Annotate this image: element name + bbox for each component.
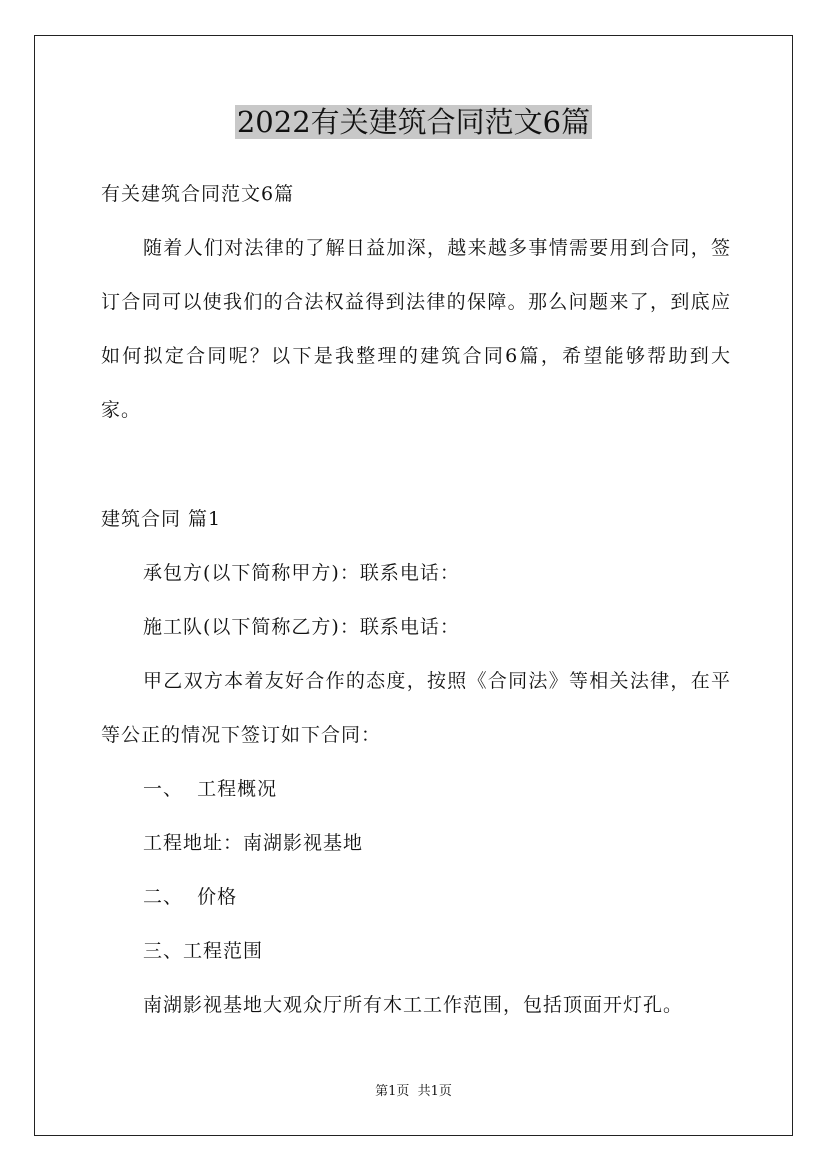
party-b-line: 施工队(以下简称乙方)：联系电话： xyxy=(143,616,460,638)
document-title xyxy=(0,100,827,144)
item-3-heading: 三、工程范围 xyxy=(143,940,264,962)
document-subtitle: 有关建筑合同范文6篇 xyxy=(101,183,295,205)
item-2-heading: 二、 价格 xyxy=(143,886,238,908)
party-a-line: 承包方(以下简称甲方)：联系电话： xyxy=(143,562,460,584)
item-1-heading: 一、 工程概况 xyxy=(143,778,278,800)
section-heading: 建筑合同 篇1 xyxy=(101,508,222,530)
page-footer: 第1页 共1页 xyxy=(375,1084,452,1099)
agreement-paragraph: 甲乙双方本着友好合作的态度，按照《合同法》等相关法律，在平等公正的情况下签订如下合同： xyxy=(101,670,731,746)
document-title-text: 2022有关建筑合同范文6篇 xyxy=(236,105,591,139)
item-3-scope: 南湖影视基地大观众厅所有木工工作范围，包括顶面开灯孔。 xyxy=(143,994,684,1016)
item-1-address: 工程地址：南湖影视基地 xyxy=(143,832,364,854)
intro-paragraph: 随着人们对法律的了解日益加深，越来越多事情需要用到合同，签订合同可以使我们的合法权益得到法律的保障。那么问题来了，到底应如何拟定合同呢？以下是我整理的建筑合同6篇，希望能够帮助到大家。 xyxy=(101,237,731,421)
